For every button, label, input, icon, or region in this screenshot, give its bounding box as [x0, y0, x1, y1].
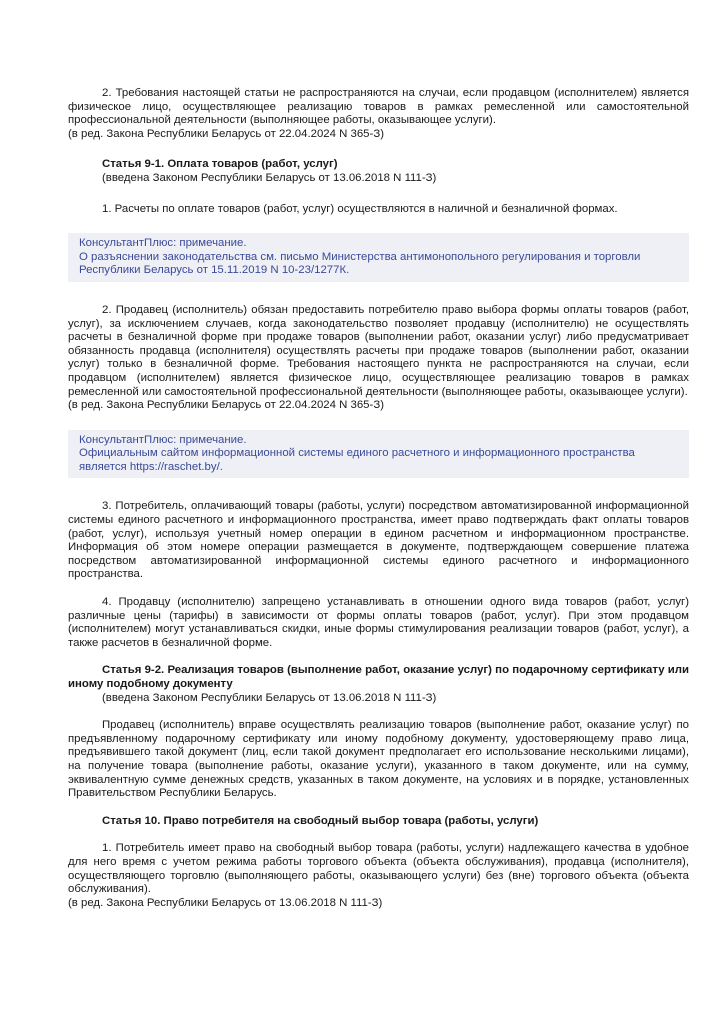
note-title: КонсультантПлюс: примечание. [79, 433, 247, 446]
note-text[interactable]: О разъяснении законодательства см. письмо Министерства антимонопольного регулирования и торговли Республики Беларусь от 15.11.2019 N 10-23/1277К. [79, 250, 641, 277]
article-heading: Статья 9-1. Оплата товаров (работ, услуг) [102, 158, 338, 171]
paragraph: 2. Продавец (исполнитель) обязан предоставить потребителю право выбора формы оплаты товаров (работ, услуг), за исключением случаев, когда законодательство позволяет продавцу (исполнителю) не осуществлять расчеты в безналичной форме при продаже товаров (выполнении работ, оказании услуг) либо предусматривает обязанность продавца (исполнителя) осуществлять расчеты при продаже товаров (выполнении работ, оказании услуг) только в безналичной форме. Требования настоящего пункта не распространяются на случаи, если продавцом (исполнителем) является физическое лицо, осуществляющее реализацию товаров в рамках ремесленной или самостоятельной профессиональной деятельности (выполняющее работы, оказывающее услуги). [68, 303, 689, 398]
paragraph: 1. Расчеты по оплате товаров (работ, услуг) осуществляются в наличной и безналичной формах. [102, 202, 618, 215]
consultant-note [68, 233, 689, 282]
consultant-note [68, 430, 689, 479]
edition-note: (в ред. Закона Республики Беларусь от 22.04.2024 N 365-З) [68, 399, 384, 412]
edition-note: (в ред. Закона Республики Беларусь от 22.04.2024 N 365-З) [68, 127, 384, 140]
edition-note: (в ред. Закона Республики Беларусь от 13.06.2018 N 111-З) [68, 896, 383, 909]
introduction-note: (введена Законом Республики Беларусь от 13.06.2018 N 111-З) [102, 691, 437, 704]
note-text[interactable]: Официальным сайтом информационной системы единого расчетного и информационного пространства является https://raschet.by/. [79, 447, 635, 473]
document-content [68, 87, 689, 910]
introduction-note: (введена Законом Республики Беларусь от 13.06.2018 N 111-З) [102, 171, 437, 184]
note-title: КонсультантПлюс: примечание. [79, 237, 247, 250]
paragraph: 4. Продавцу (исполнителю) запрещено устанавливать в отношении одного вида товаров (работ, услуг) различные цены (тарифы) в зависимости от формы оплаты товаров (работ, услуг). При этом продавцом (исполнителем) могут устанавливаться скидки, иные формы стимулирования реализации товаров (работ, услуг), а также расчетов в безналичной форме. [68, 596, 689, 649]
article-heading: Статья 9-2. Реализация товаров (выполнение работ, оказание услуг) по подарочному сертификату или иному подобному документу [68, 664, 689, 690]
article-heading: Статья 10. Право потребителя на свободный выбор товара (работы, услуги) [102, 814, 539, 827]
paragraph: Продавец (исполнитель) вправе осуществлять реализацию товаров (выполнение работ, оказание услуг) по предъявленному подарочному сертификату или иному подобному документу, удостоверяющему право лица, предъявившего такой документ (лиц, если такой документ предполагает его использование несколькими лицами), на получение товара (выполнение работы, оказание услуги), указанного в таком документе, или на сумму, эквивалентную сумме денежных средств, указанных в таком документе, на условиях и в порядке, установленных Правительством Республики Беларусь. [68, 719, 689, 800]
paragraph: 3. Потребитель, оплачивающий товары (работы, услуги) посредством автоматизированной информационной системы единого расчетного и информационного пространства, имеет право подтверждать факт оплаты товаров (работ, услуг), используя учетный номер операции в едином расчетном и информационном пространстве. Информация об этом номере операции размещается в документе, подтверждающем совершение платежа посредством автоматизированной информационной системы единого расчетного и информационного пространства. [68, 500, 689, 581]
paragraph: 1. Потребитель имеет право на свободный выбор товара (работы, услуги) надлежащего качества в удобное для него время с учетом режима работы торгового объекта (объекта обслуживания), продавца (исполнителя), осуществляющего торговлю (выполняющего работы, оказывающего услуги) без (вне) торгового объекта (объекта обслуживания). [68, 842, 689, 896]
paragraph: 2. Требования настоящей статьи не распространяются на случаи, если продавцом (исполнителем) является физическое лицо, осуществляющее реализацию товаров в рамках ремесленной или самостоятельной профессиональной деятельности (выполняющее работы, оказывающее услуги). [68, 87, 689, 127]
